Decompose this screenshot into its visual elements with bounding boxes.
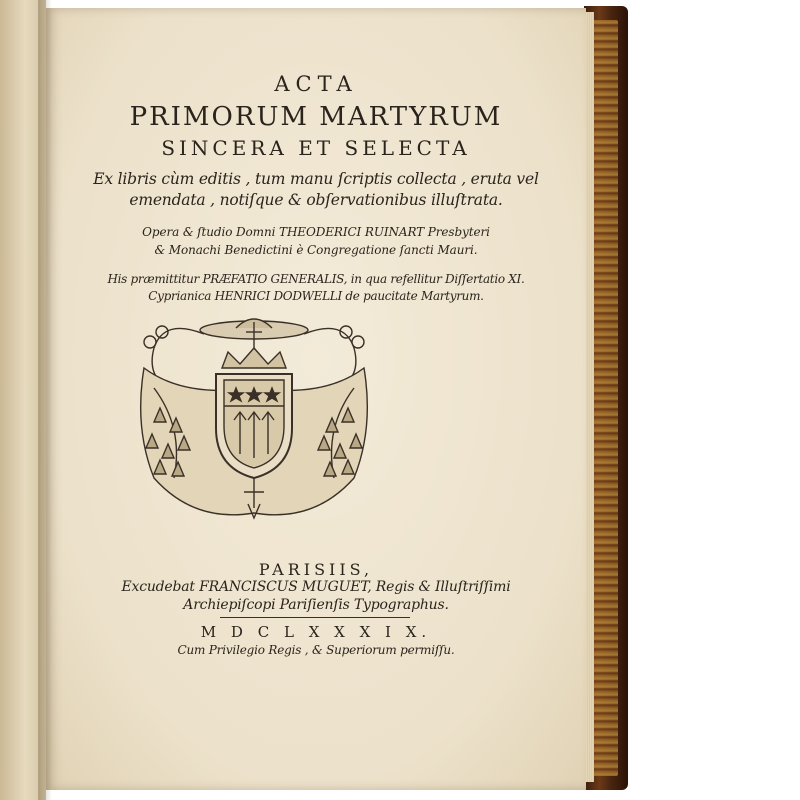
imprint-city: PARISIIS, (258, 560, 374, 579)
subtitle-line-1: Ex libris cùm editis , tum manu ſcriptis collecta , eruta vel (93, 170, 539, 188)
page-edges (586, 12, 594, 782)
title-acta: ACTA (274, 72, 358, 96)
title-page (46, 8, 586, 790)
imprint-printer-line-2: Archiepiſcopi Pariſienſis Typographus. (183, 597, 449, 613)
preface-line-1: His præmittitur PRÆFATIO GENERALIS, in qua refellitur Diſſertatio XI. (107, 272, 525, 286)
author-line-1: Opera & ſtudio Domni THEODERICI RUINART Presbyteri (142, 225, 490, 239)
imprint-privilege: Cum Privilegio Regis , & Superiorum permiſſu. (177, 643, 455, 657)
imprint-printer-line-1: Excudebat FRANCISCUS MUGUET, Regis & Illuſtriſſimi (121, 579, 511, 595)
title-primorum-martyrum: PRIMORUM MARTYRUM (129, 102, 503, 132)
preface-line-2: Cyprianica HENRICI DODWELLI de paucitate Martyrum. (148, 289, 484, 303)
author-line-2: & Monachi Benedictini è Congregatione ſancti Mauri. (154, 243, 478, 257)
imprint-date: M D C L X X X I X. (200, 623, 432, 641)
subtitle-line-2: emendata , notiſque & obſervationibus illuſtrata. (129, 191, 503, 209)
gilt-tooling (592, 20, 618, 776)
coat-of-arms-icon (124, 308, 384, 534)
imprint-rule (220, 617, 410, 618)
book-gutter (38, 0, 52, 800)
title-sincera-et-selecta: SINCERA ET SELECTA (161, 136, 471, 160)
